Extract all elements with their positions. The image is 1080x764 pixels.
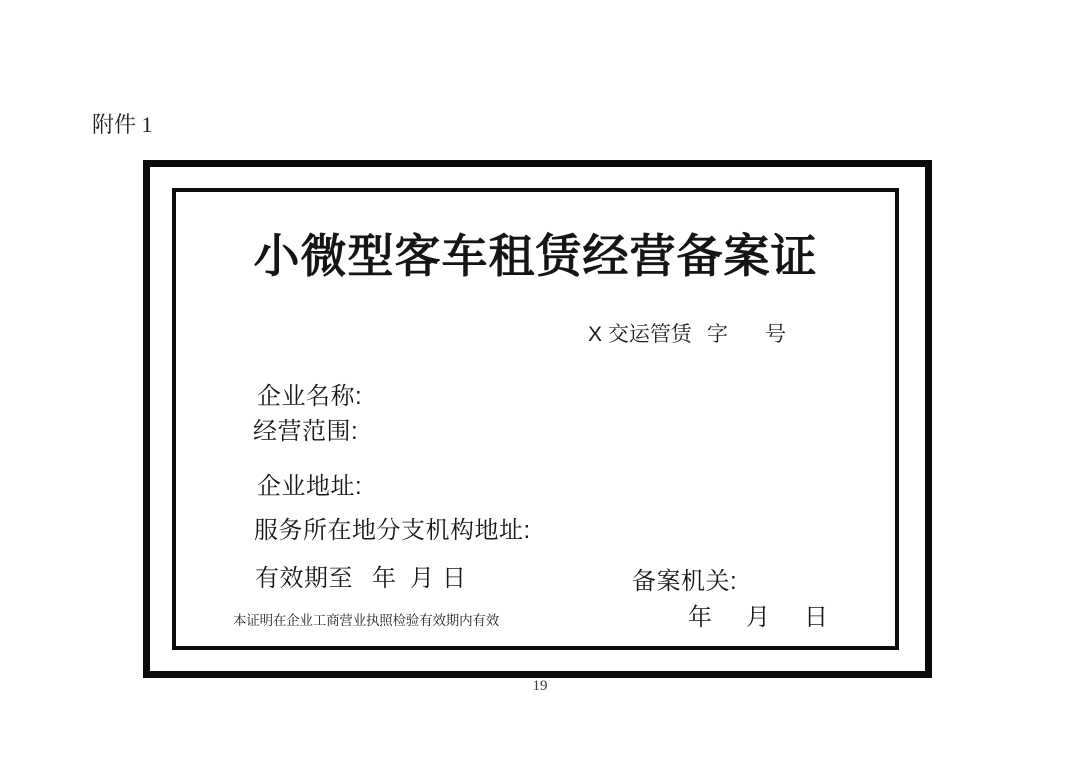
validity-month-label: 月 (410, 565, 435, 592)
certificate-title: 小微型客车租赁经营备案证 (253, 230, 818, 282)
validity-label: 有效期至 (255, 565, 353, 592)
certificate-number-zi: 字 (707, 323, 728, 346)
validity-note: 本证明在企业工商营业执照检验有效期内有效 (233, 613, 499, 628)
filing-date-year-label: 年 (688, 604, 713, 631)
filing-date-day-label: 日 (804, 604, 829, 631)
field-business-scope-label: 经营范围: (253, 418, 359, 445)
field-company-name-label: 企业名称: (257, 383, 363, 410)
validity-year-label: 年 (372, 565, 397, 592)
certificate-number-agency: X 交运管赁 (588, 323, 692, 346)
filing-date-month-label: 月 (746, 604, 771, 631)
field-branch-address-label: 服务所在地分支机构地址: (254, 517, 531, 544)
filing-authority-label: 备案机关: (632, 568, 738, 595)
validity-day-label: 日 (442, 565, 467, 592)
attachment-label: 附件 1 (92, 112, 153, 137)
page-number-partial: 19 (532, 678, 548, 694)
field-company-address-label: 企业地址: (257, 473, 363, 500)
certificate-number-hao: 号 (765, 323, 786, 346)
